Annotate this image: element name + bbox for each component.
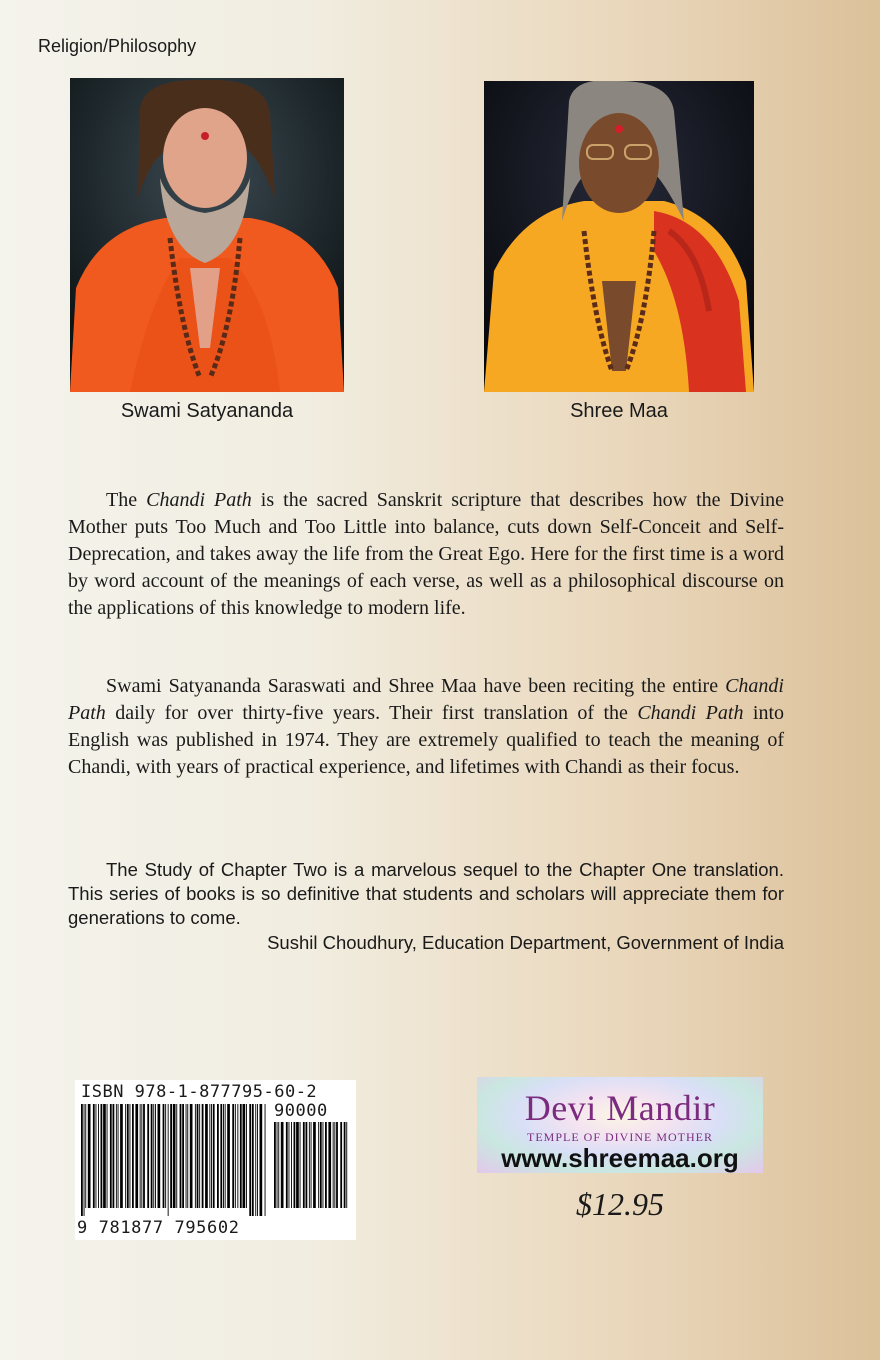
barcode-bar [135,1104,138,1208]
logo-url: www.shreemaa.org [501,1143,739,1173]
testimonial-quote: The Study of Chapter Two is a marvelous sequel to the Chapter One translation. This series of books is so definitive that students and scholars will appreciate them for generations to come. [68,859,784,928]
barcode-bar [98,1104,99,1208]
barcode-bar [163,1104,165,1208]
barcode-bar [103,1104,106,1208]
barcode-bar [130,1104,131,1208]
description-paragraph-2 [68,673,784,781]
barcode-bar [328,1122,331,1208]
barcode-bar [132,1104,134,1208]
barcode-bar [318,1122,319,1208]
barcode-bar [265,1104,266,1216]
barcode-bar [220,1104,222,1208]
barcode-bar [113,1104,115,1208]
barcode-bar [199,1104,200,1208]
barcode-bar [186,1104,187,1208]
price-label: $12.95 [576,1186,664,1222]
barcode-bar [195,1104,196,1208]
barcode-bar [320,1122,322,1208]
barcode-bar [232,1104,234,1208]
barcode-bar [255,1104,256,1216]
swami-satyananda-caption: Swami Satyananda [120,400,294,422]
barcode-bar [120,1104,123,1208]
category-label: Religion/Philosophy [38,36,197,56]
barcode-bar [147,1104,149,1208]
barcode-bar [107,1104,108,1208]
barcode-bar [277,1122,278,1208]
barcode-bar [173,1104,176,1208]
isbn-barcode [75,1080,356,1240]
barcode-bar [143,1104,145,1208]
barcode-bar [281,1122,284,1208]
text-run: into English was published in 1974. They are extremely qualified to teach the meaning of Chandi, with years of practical experience, and lifetimes with Chandi as their focus. [68,702,784,778]
ean-number: 9 781877 795602 [77,1218,240,1238]
barcode-bar [257,1104,258,1216]
barcode-bar [176,1104,177,1208]
barcode-bar [225,1104,226,1208]
barcode-bar [96,1104,97,1208]
barcode-bar [344,1122,346,1208]
barcode-bar [300,1122,301,1208]
barcode-bar [84,1104,85,1216]
addon-barcode-bars [274,1122,350,1216]
barcode-bar [187,1104,188,1208]
barcode-bar [313,1122,316,1208]
book-title-italic: Chandi Path [68,675,784,724]
barcode-bar [182,1104,184,1208]
book-title-italic: Chandi Path [146,489,252,511]
barcode-bar [309,1122,310,1208]
swami-satyananda-photo [70,78,344,392]
barcode-bar [211,1104,212,1208]
barcode-addon-number: 90000 [274,1101,328,1121]
shree-maa-caption: Shree Maa [570,400,668,422]
logo-tagline: TEMPLE OF DIVINE MOTHER [527,1130,713,1144]
text-run: The [106,489,147,511]
barcode-bar [289,1122,290,1208]
barcode-bar [323,1122,324,1208]
barcode-bar [127,1104,129,1208]
barcode-bar [333,1122,334,1208]
isbn-label: ISBN 978-1-877795-60-2 [81,1082,318,1102]
barcode-bar [168,1104,169,1216]
barcode-bar [346,1122,347,1208]
barcode-bar [202,1104,204,1208]
barcode-bar [278,1122,279,1208]
barcode-bar [209,1104,210,1208]
barcode-bar [197,1104,199,1208]
description-paragraph-1 [68,487,784,622]
barcode-bar [237,1104,238,1208]
barcode-bar [101,1104,103,1208]
barcode-bar [110,1104,112,1208]
barcode-bar [165,1104,166,1208]
barcode-bar [116,1104,117,1208]
barcode-bar [260,1104,263,1216]
barcode-bar [246,1104,247,1208]
barcode-bar [336,1122,338,1208]
barcode-bar [93,1104,95,1208]
barcode-bar [125,1104,126,1208]
barcode-bar [291,1122,292,1208]
barcode-bar [155,1104,156,1208]
barcode-bar [190,1104,193,1208]
barcode-bar [240,1104,242,1208]
barcode-bar [158,1104,161,1208]
barcode-bar [217,1104,219,1208]
barcode-bar [306,1122,308,1208]
barcode-bar [151,1104,153,1208]
barcode-bar [140,1104,141,1208]
barcode-bar [325,1122,327,1208]
barcode-bar [227,1104,230,1208]
text-run: is the sacred Sanskrit scripture that describes how the Divine Mother puts Too Much and Too Little into balance, cuts down Self-Conceit and Self-Deprecation, and takes away the life from the Great Ego. Here for the first time is a word by word account of the meanings of each verse, as well as a philosophical discourse on the applications of this knowledge to modern life. [68,489,785,619]
barcode-bar [223,1104,224,1208]
barcode-bar [81,1104,83,1216]
testimonial-attribution: Sushil Choudhury, Education Department, Government of India [267,932,784,953]
barcode-bar [286,1122,288,1208]
shree-maa-photo [484,81,754,392]
barcode-bar [180,1104,182,1208]
barcode-bar [153,1104,154,1208]
barcode-bar [294,1122,296,1208]
barcode-bar [170,1104,172,1208]
book-title-italic: Chandi Path [637,702,744,724]
barcode-bar [252,1104,254,1216]
logo-name: Devi Mandir [524,1088,716,1128]
barcode-bar [213,1104,215,1208]
text-run: Swami Satyananda Saraswati and Shree Maa have been reciting the entire [106,675,726,697]
barcode-bar [243,1104,246,1208]
barcode-bar [311,1122,312,1208]
barcode-bar [141,1104,142,1208]
barcode-bar [118,1104,119,1208]
barcode-bar [88,1104,91,1208]
barcode-bar [205,1104,208,1208]
barcode-bar [334,1122,335,1208]
barcode-bar [296,1122,299,1208]
barcode-bar [235,1104,236,1208]
text-run: daily for over thirty-five years. Their first translation of the [105,702,638,724]
barcode-bar [85,1104,86,1208]
barcode-bar [249,1104,251,1216]
devi-mandir-logo [477,1077,763,1173]
barcode-bar [303,1122,305,1208]
barcode-bar [274,1122,276,1208]
barcode-bar [340,1122,342,1208]
ean-barcode-bars [81,1104,267,1216]
